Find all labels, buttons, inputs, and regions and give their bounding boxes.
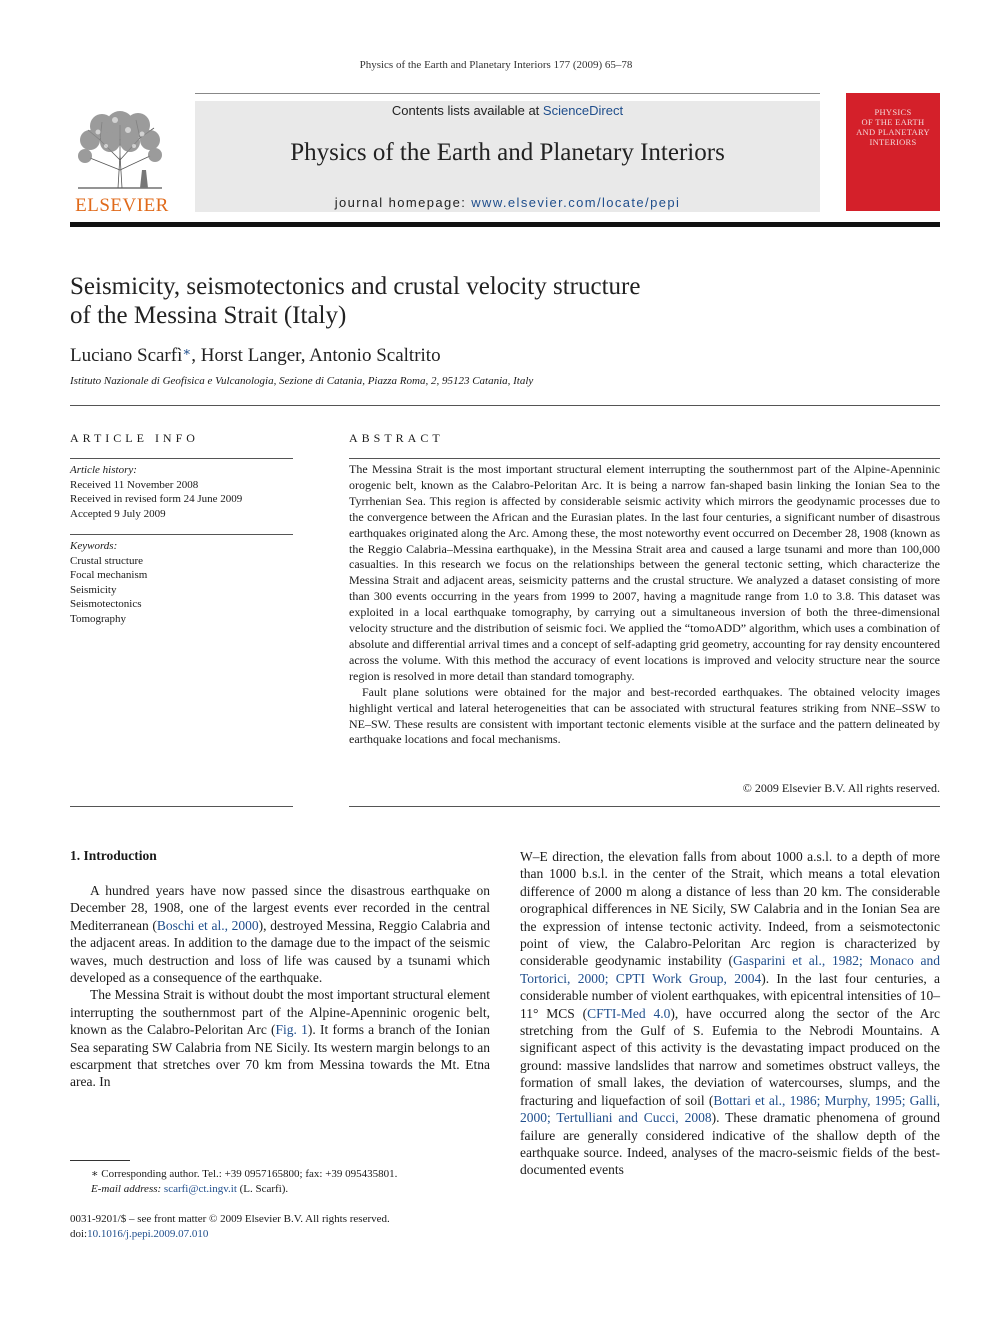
author-names: , Horst Langer, Antonio Scaltrito — [191, 345, 441, 366]
body-text: ). It forms a branch of the Ionian Sea separating SW Calabria from NE Sicily. Its western margin belongs to an escarpment that stretches over 70 km from Messina towards the Mt. Etna area. In — [70, 1022, 490, 1090]
footnote-text: Corresponding author. Tel.: +39 0957165800; fax: +39 095435801. — [98, 1168, 398, 1180]
footnote — [70, 1167, 490, 1197]
body-paragraph — [520, 848, 940, 1179]
history-label: Article history: — [70, 464, 137, 476]
section-heading: 1. Introduction — [70, 848, 157, 863]
keyword: Focal mechanism — [70, 569, 148, 581]
article-info-rule — [70, 806, 293, 807]
cover-title-line: PHYSICS — [874, 107, 912, 117]
doi-label: doi: — [70, 1228, 88, 1240]
email-link[interactable]: scarfi@ct.ingv.it — [163, 1183, 237, 1195]
section-divider — [70, 405, 940, 406]
article-info-heading: ARTICLE INFO — [70, 431, 199, 445]
journal-banner — [195, 101, 820, 212]
received-date: Received 11 November 2008 — [70, 478, 199, 491]
elsevier-logo[interactable] — [70, 100, 174, 218]
article-title — [70, 272, 770, 330]
abstract-copyright: © 2009 Elsevier B.V. All rights reserved. — [742, 781, 940, 795]
contents-line — [195, 103, 820, 118]
body-text: A hundred years have now passed since the disastrous earthquake on December 28, 1908, one of the largest events ever recorded in the central Mediterranean ( — [70, 883, 490, 933]
citation-link[interactable]: CFTI-Med 4.0 — [587, 1005, 671, 1021]
body-text: ), have occurred along the sector of the Arc stretching from the Gulf of S. Eufemia to the Nebrodi Mountains. A significant aspect of this activity is the devastating impact produced on the ground: massive landslides that narrow and sometimes obstruct valleys, the formation of small lakes, the deviation of watercourses, slumps, and the fracturing and liquefaction of soil ( — [520, 1005, 940, 1108]
abstract-body — [349, 462, 940, 748]
journal-title: Physics of the Earth and Planetary Interiors — [290, 139, 725, 166]
citation-link[interactable]: Boschi et al., 2000 — [156, 917, 259, 933]
corresponding-author-note — [70, 1167, 490, 1182]
cover-title — [846, 107, 940, 147]
header-thick-rule — [70, 222, 940, 227]
abstract-paragraph: Fault plane solutions were obtained for the major and best-recorded earthquakes. The obtained velocity images highlight vertical and lateral heterogeneities that can be associated with structural features striking from NNE–SSW to NE–SW. These results are consistent with important tectonic elements visible at the surface and the pattern delineated by earthquake locations and focal mechanisms. — [349, 684, 940, 747]
running-head: Physics of the Earth and Planetary Interiors 177 (2009) 65–78 — [359, 59, 633, 71]
elsevier-wordmark: ELSEVIER — [75, 195, 169, 216]
front-matter — [70, 1212, 500, 1242]
journal-cover[interactable] — [846, 93, 940, 211]
citation-link[interactable]: Gasparini et al., 1982; Monaco and Tortorici, 2000; CPTI Work Group, 2004 — [520, 953, 940, 986]
tree-icon — [70, 100, 170, 192]
footnote-mark: ∗ — [91, 1168, 99, 1180]
body-text: ), destroyed Messina, Reggio Calabria and the adjacent areas. In addition to the damage due to the impact of the seismic waves, much destruction and loss of life was caused by a tsunami which developed as a consequence of the earthquake. — [70, 917, 490, 986]
homepage-link[interactable]: www.elsevier.com/locate/pepi — [471, 195, 681, 210]
issn-line: 0031-9201/$ – see front matter © 2009 Elsevier B.V. All rights reserved. — [70, 1213, 390, 1225]
doi-line — [70, 1227, 500, 1242]
title-line-1: Seismicity, seismotectonics and crustal velocity structure — [70, 273, 641, 300]
body-text: ). In the last four centuries, a considerable number of violent earthquakes, with epicentral intensities of 10–11° MCS ( — [520, 970, 940, 1021]
abstract-rule — [349, 806, 940, 807]
cover-title-line: INTERIORS — [869, 137, 917, 147]
cover-title-line: OF THE EARTH — [861, 117, 925, 127]
body-text: ). These dramatic phenomena of ground failure are generally considered indicative of the shallow depth of the earthquake source. Indeed, analyses of the macro-seismic fields of the best-documented events — [520, 1110, 940, 1178]
email-note — [70, 1182, 490, 1197]
body-text: W–E direction, the elevation falls from about 1000 a.s.l. to a depth of more than 1000 b.s.l. in the center of the Strait, which means a total elevation difference of 2000 m along a distance of less than 20 km. The considerable orographical differences in NE Sicily, SW Calabria and in the Ionian Sea are the expression of intense tectonic activity. Indeed, from a seismotectonic point of view, the Calabro-Peloritan Arc region is characterized by considerable geodynamic instability ( — [520, 849, 940, 969]
email-suffix: (L. Scarfì). — [236, 1183, 289, 1195]
body-paragraph — [70, 882, 490, 986]
abstract-paragraph: The Messina Strait is the most important structural element interrupting the southernmost part of the Alpine-Apenninic orogenic belt, known as the Calabro-Peloritan Arc. It is being a narrow fan-shaped basin linking the Ionian Sea to the Tyrrhenian Sea. This region is affected by considerable seismic activity which mirrors the geodynamic processes due to the convergence between the African and the Eurasian plates. In the last four centuries, a significant number of disastrous earthquakes originated along the Arc. Among these, the most noteworthy event occurred on December 28, 1908 (known as the Reggio Calabria–Messina earthquake), in the Messina Strait area and caused a large tsunami and more than 100,000 casualties. In this research we focus on the relationships between the general tectonic setting, which characterize the Messina Strait and adjacent areas, seismicity patterns and the crustal structure. We analyzed a dataset consisting of more than 300 events occurring in the years from 1999 to 2007, having a magnitude range from 1.0 to 3.8. This dataset was exploited in a local earthquake tomography, by carrying out a simultaneous inversion of both the three-dimensional velocity structure and the distribution of seismic foci. We applied the “tomoADD” algorithm, which uses a combination of absolute and differential arrival times and a concept of self-adapting grid geometry, accounting for ray density encountered across the volume. With this method the accuracy of event locations is improved and velocity structure near the source region is resolved in more detail than standard tomography. — [349, 462, 940, 683]
article-info-rule — [70, 534, 293, 535]
article-info-rule — [70, 458, 293, 459]
figure-link[interactable]: Fig. 1 — [275, 1022, 308, 1038]
accepted-date: Accepted 9 July 2009 — [70, 507, 166, 520]
body-column-left — [70, 882, 490, 1091]
sciencedirect-link[interactable]: ScienceDirect — [542, 103, 624, 118]
author-list — [70, 344, 441, 367]
doi-link[interactable]: 10.1016/j.pepi.2009.07.010 — [87, 1228, 209, 1240]
cover-title-line: AND PLANETARY — [856, 127, 930, 137]
citation-link[interactable]: Bottari et al., 1986; Murphy, 1995; Galli, 2000; Tertulliani and Cucci, 2008 — [520, 1092, 940, 1126]
journal-homepage — [195, 195, 820, 210]
keywords — [70, 539, 293, 626]
keyword: Seismicity — [70, 583, 117, 596]
abstract-rule — [349, 458, 940, 459]
keyword: Crustal structure — [70, 554, 144, 567]
revised-date: Received in revised form 24 June 2009 — [70, 493, 243, 505]
title-line-2: of the Messina Strait (Italy) — [70, 302, 347, 329]
body-column-right — [520, 848, 940, 1179]
homepage-label: journal homepage: — [334, 195, 472, 210]
body-paragraph — [70, 986, 490, 1090]
contents-prefix: Contents lists available at — [391, 103, 543, 118]
footnote-rule — [70, 1160, 130, 1161]
corresponding-author-mark[interactable]: ∗ — [182, 344, 192, 359]
author-name: Luciano Scarfì — [70, 345, 183, 366]
header-rule — [195, 93, 820, 94]
keyword: Tomography — [70, 612, 127, 625]
abstract-heading: ABSTRACT — [349, 431, 444, 445]
keyword: Seismotectonics — [70, 598, 142, 610]
keywords-label: Keywords: — [70, 540, 118, 552]
affiliation: Istituto Nazionale di Geofisica e Vulcanologia, Sezione di Catania, Piazza Roma, 2, 95123 Catania, Italy — [70, 375, 534, 387]
body-text: The Messina Strait is without doubt the most important structural element interrupting the southernmost part of the Alpine-Apenninic orogenic belt, known as the Calabro-Peloritan Arc ( — [70, 987, 490, 1038]
article-history — [70, 463, 293, 521]
email-label: E-mail address: — [91, 1183, 164, 1195]
